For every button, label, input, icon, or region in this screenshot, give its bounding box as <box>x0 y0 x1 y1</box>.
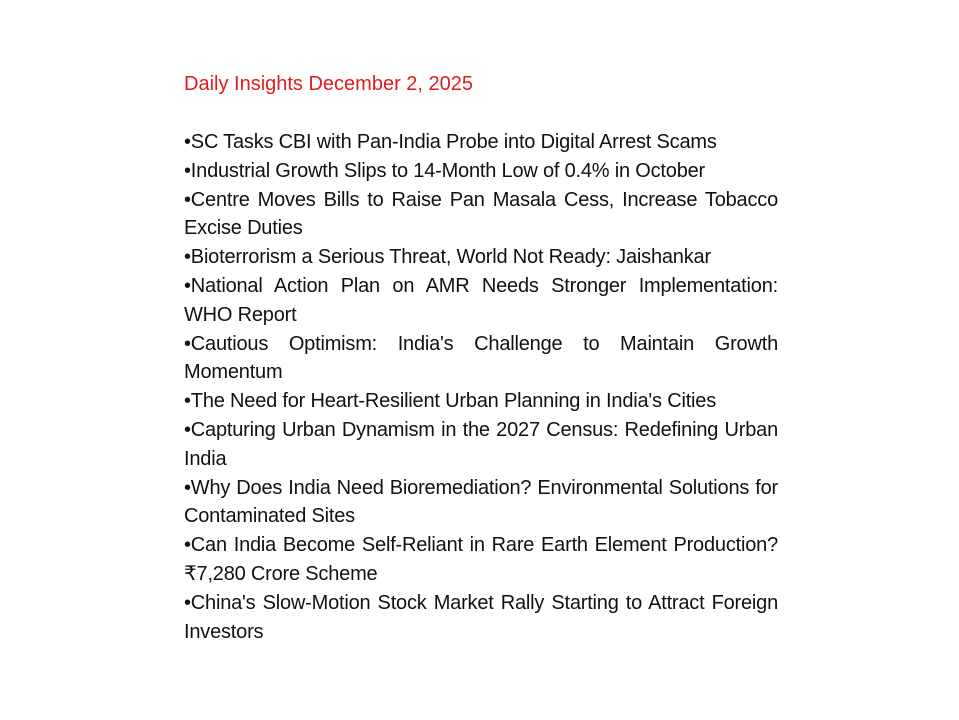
headline-item: •Cautious Optimism: India's Challenge to Maintain Growth Momentum <box>184 332 778 384</box>
headline-item: •Can India Become Self-Reliant in Rare Earth Element Production? ₹7,280 Crore Scheme <box>184 534 778 585</box>
headline-item: •Why Does India Need Bioremediation? Environmental Solutions for Contaminated Sites <box>184 476 778 528</box>
headline-item: •Capturing Urban Dynamism in the 2027 Census: Redefining Urban India <box>184 418 778 470</box>
headline-item: •Industrial Growth Slips to 14-Month Low of 0.4% in October <box>184 159 706 182</box>
headline-item: •The Need for Heart-Resilient Urban Planning in India's Cities <box>184 390 717 413</box>
headline-item: •Bioterrorism a Serious Threat, World Not Ready: Jaishankar <box>184 246 711 269</box>
headline-item: •SC Tasks CBI with Pan-India Probe into Digital Arrest Scams <box>184 131 717 153</box>
headline-item: •National Action Plan on AMR Needs Stronger Implementation: WHO Report <box>184 274 778 326</box>
slide-content <box>184 70 778 646</box>
headline-list <box>184 128 778 646</box>
title-spacer <box>184 98 778 128</box>
headline-item: •China's Slow-Motion Stock Market Rally Starting to Attract Foreign Investors <box>184 591 778 643</box>
headline-item: •Centre Moves Bills to Raise Pan Masala Cess, Increase Tobacco Excise Duties <box>184 188 778 240</box>
slide-title: Daily Insights December 2, 2025 <box>184 73 474 95</box>
